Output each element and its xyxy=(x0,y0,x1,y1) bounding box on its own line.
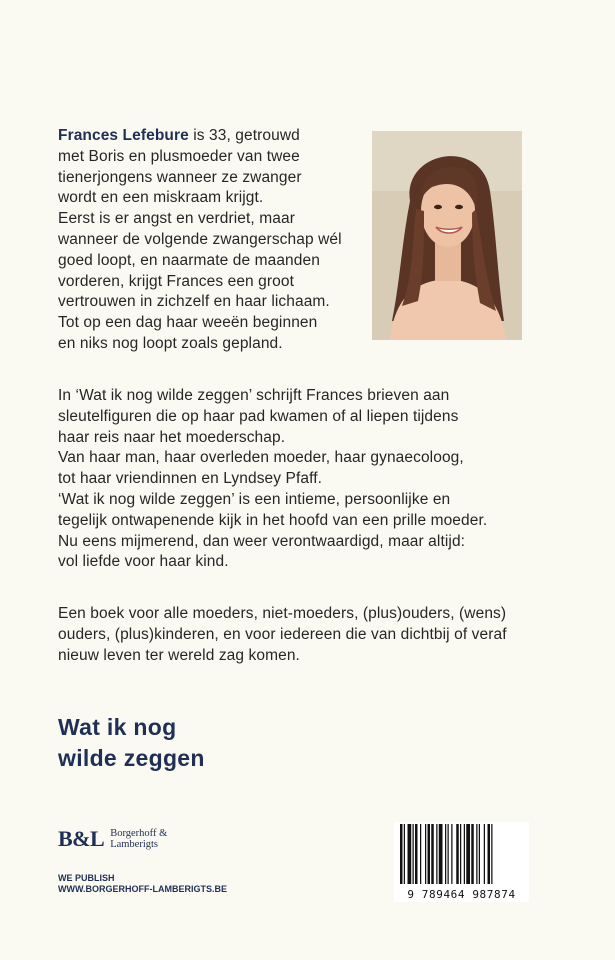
isbn-barcode xyxy=(394,822,529,902)
paragraph-line: Een boek voor alle moeders, niet-moeders, (plus)ouders, (wens) xyxy=(58,605,507,622)
author-name: Frances Lefebure xyxy=(58,127,189,144)
portrait-illustration xyxy=(372,131,522,340)
publisher-mark: B&L xyxy=(58,826,105,851)
publisher-name-line: Lamberigts xyxy=(110,839,159,850)
barcode-bar xyxy=(445,824,446,884)
barcode-bar xyxy=(451,824,452,884)
bio-line: wordt en een miskraam krijgt. xyxy=(58,189,264,207)
author-bio xyxy=(58,126,358,355)
author-portrait-photo xyxy=(372,131,522,340)
barcode-bar xyxy=(464,824,465,884)
bio-line-rest: is 33, getrouwd xyxy=(188,127,300,144)
barcode-bar xyxy=(415,824,418,884)
barcode-bar xyxy=(448,824,449,884)
barcode-bars xyxy=(396,824,527,886)
barcode-bar xyxy=(456,824,459,884)
paragraph-line: tegelijk ontwapenende kijk in het hoofd van een prille moeder. xyxy=(58,511,488,529)
bio-line: vorderen, krijgt Frances een groot xyxy=(58,272,295,290)
barcode-bar xyxy=(413,824,414,884)
barcode-bar xyxy=(428,824,431,884)
bio-line: Eerst is er angst en verdriet, maar xyxy=(58,210,295,228)
paragraph-line: tot haar vriendinnen en Lyndsey Pfaff. xyxy=(58,470,323,488)
bio-line: tienerjongens wanneer ze zwanger xyxy=(58,168,302,186)
bio-line: vertrouwen in zichzelf en haar lichaam. xyxy=(58,293,330,311)
barcode-bar xyxy=(466,824,470,884)
paragraph-line: ‘Wat ik nog wilde zeggen’ is een intieme, persoonlijke en xyxy=(58,490,451,508)
barcode-bar xyxy=(400,824,403,884)
bio-line: en niks nog loopt zoals gepland. xyxy=(58,334,283,352)
barcode-bar xyxy=(484,824,485,884)
bio-line: goed loopt, en naarmate de maanden xyxy=(58,251,320,269)
barcode-bar xyxy=(476,824,477,884)
bio-line xyxy=(58,126,358,147)
publisher-tagline: WE PUBLISH xyxy=(58,873,115,883)
book-title xyxy=(58,712,205,774)
bio-line: met Boris en plusmoeder van twee xyxy=(58,147,300,165)
paragraph-line: Van haar man, haar overleden moeder, haar gynaecoloog, xyxy=(58,449,464,467)
barcode-bar xyxy=(460,824,461,884)
barcode-bar xyxy=(471,824,474,884)
barcode-bar xyxy=(425,824,426,884)
barcode-bar xyxy=(491,824,492,884)
audience-paragraph xyxy=(58,604,558,666)
publisher-name xyxy=(110,828,167,850)
publisher-website: WWW.BORGERHOFF-LAMBERIGTS.BE xyxy=(58,884,227,894)
barcode-bar xyxy=(404,824,405,884)
paragraph-line: ouders, (plus)kinderen, en voor iedereen die van dichtbij of veraf xyxy=(58,625,507,643)
paragraph-line: In ‘Wat ik nog wilde zeggen’ schrijft Frances brieven aan xyxy=(58,387,450,404)
publisher-logo xyxy=(58,826,167,852)
title-line: wilde zeggen xyxy=(58,745,205,771)
barcode-bar xyxy=(408,824,412,884)
bio-line: Tot op een dag haar weeën beginnen xyxy=(58,314,318,332)
paragraph-line: Nu eens mijmerend, dan weer verontwaardigd, maar altijd: xyxy=(58,532,466,550)
barcode-bar xyxy=(436,824,437,884)
barcode-bar xyxy=(488,824,491,884)
barcode-bar xyxy=(431,824,434,884)
isbn-number: 9 789464 987874 xyxy=(407,888,516,901)
publisher-name-line: Borgerhoff & xyxy=(110,828,168,839)
description-paragraph xyxy=(58,386,558,573)
paragraph-line: haar reis naar het moederschap. xyxy=(58,428,286,446)
paragraph-line: sleutelfiguren die op haar pad kwamen of al liepen tijdens xyxy=(58,407,459,425)
barcode-bar xyxy=(439,824,443,884)
paragraph-line: vol liefde voor haar kind. xyxy=(58,553,229,571)
barcode-bar xyxy=(479,824,480,884)
paragraph-line: nieuw leven ter wereld zag komen. xyxy=(58,646,300,664)
title-line: Wat ik nog xyxy=(58,714,177,740)
publisher-info xyxy=(58,873,227,895)
barcode-bar xyxy=(420,824,421,884)
bio-line: wanneer de volgende zwangerschap wél xyxy=(58,230,342,248)
